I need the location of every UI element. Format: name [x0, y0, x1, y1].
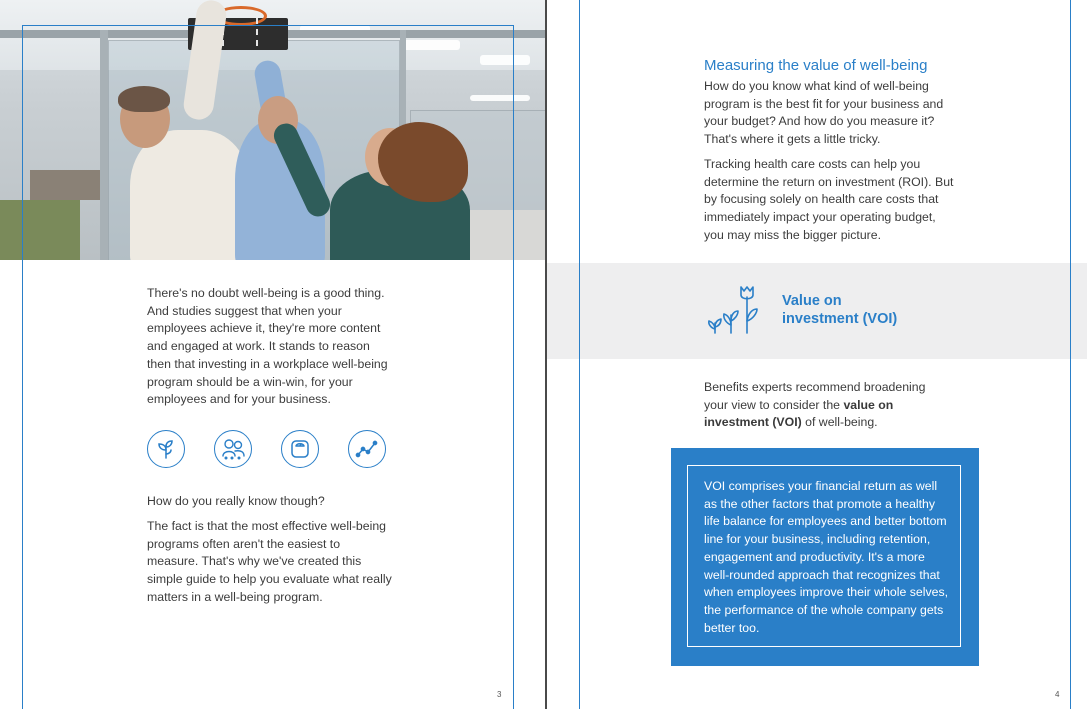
voi-callout-box — [671, 448, 979, 666]
intro-paragraph: There's no doubt well-being is a good thing. And studies suggest that when your employees achieve it, they're more content and engaged at work. It stands to reason then that investing in a workplace well-being program should be a win-win, for your employees and for your business. — [147, 286, 388, 407]
growing-plants-icon — [702, 283, 764, 337]
voi-callout-frame — [687, 465, 961, 647]
page-number: 4 — [1055, 690, 1060, 699]
voi-title-line2: investment (VOI) — [782, 311, 898, 327]
question-text: How do you really know though? — [147, 494, 325, 508]
benefits-suffix: of well-being. — [801, 415, 878, 430]
benefits-prefix: Benefits experts recommend broadening your view to consider the — [704, 380, 926, 412]
voi-title-line1: Value on — [782, 293, 842, 309]
benefits-paragraph — [704, 379, 949, 432]
roi-paragraph: Tracking health care costs can help you determine the return on investment (ROI). But by focusing solely on health care costs that immediately impact your operating budget, you may miss the bigger picture. — [704, 157, 954, 242]
page-number: 3 — [497, 690, 502, 699]
intro-paragraph: How do you know what kind of well-being program is the best fit for your business and your budget? And how do you measure it? That's where it gets a little tricky. — [704, 79, 944, 147]
guide-paragraph: The fact is that the most effective well-being programs often aren't the easiest to measure. That's why we've created this simple guide to help you evaluate what really matters in a well-being program. — [147, 519, 392, 604]
section-heading: Measuring the value of well-being — [704, 57, 928, 74]
benefits-bold: value on investment (VOI) — [704, 397, 894, 430]
office-basketball-photo — [0, 0, 546, 260]
people-icon — [214, 430, 252, 468]
page-4 — [547, 0, 1087, 709]
sprout-icon — [147, 430, 185, 468]
scale-icon — [281, 430, 319, 468]
trend-line-icon — [348, 430, 386, 468]
voi-callout-text: VOI comprises your financial return as well as the other factors that promote a healthy life balance for employees and better bottom line for your business, including retention, engagement and productivity. It's a more well-rounded approach that recognizes that when employees improve their whole selves, the performance of the whole company gets better too. — [704, 479, 949, 635]
